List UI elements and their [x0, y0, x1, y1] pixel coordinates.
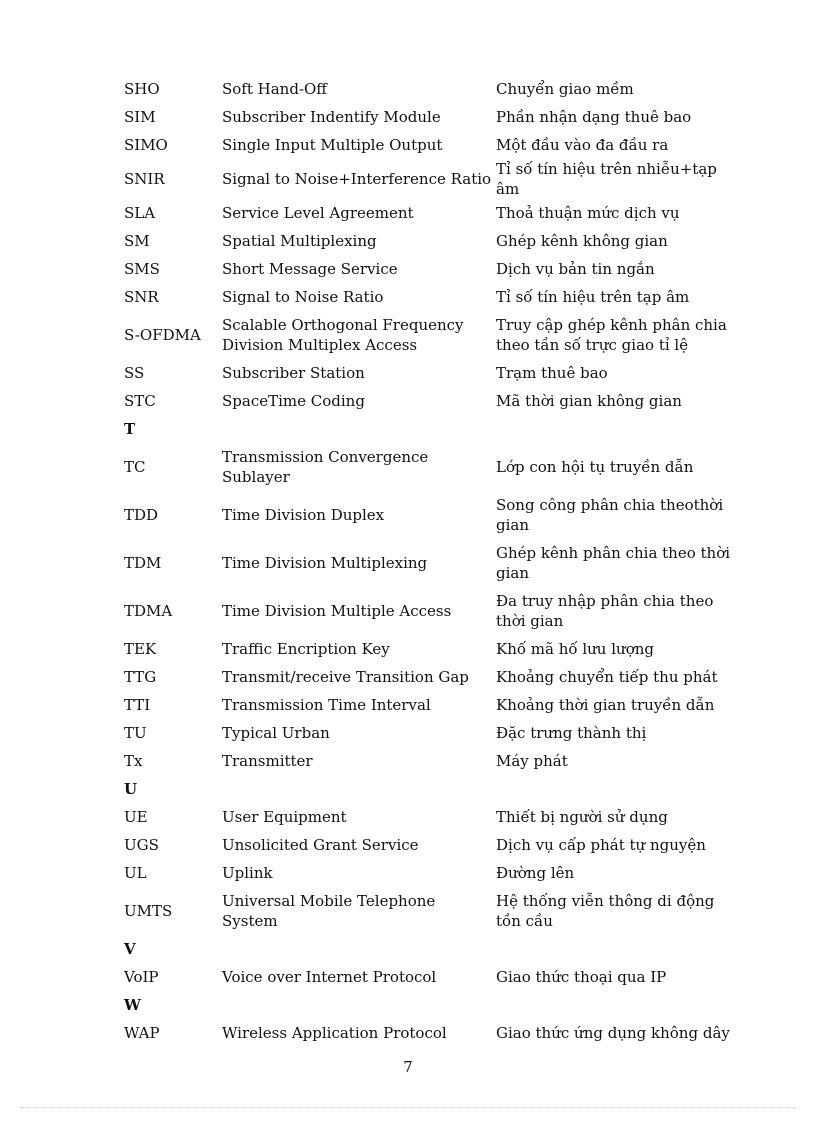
abbreviation: TTI: [124, 696, 151, 714]
glossary-row: [120, 635, 740, 663]
english-term: Soft Hand-Off: [222, 80, 327, 98]
vietnamese-term: Đặc trưng thành thị: [496, 724, 647, 742]
glossary-row: [120, 283, 740, 311]
english-term: Subscriber Station: [222, 364, 365, 382]
vietnamese-term: Truy cập ghép kênh phân chia theo tần số trực giao tỉ lệ: [496, 316, 727, 354]
vietnamese-term: Tỉ số tín hiệu trên nhiễu+tạp âm: [496, 160, 717, 198]
english-term: SpaceTime Coding: [222, 392, 365, 410]
glossary-row: [120, 131, 740, 159]
english-term: Signal to Noise Ratio: [222, 288, 384, 306]
abbreviation: SS: [124, 364, 145, 382]
abbreviation: SIMO: [124, 136, 168, 154]
abbreviation: S-OFDMA: [124, 326, 201, 344]
english-term: Wireless Application Protocol: [222, 1024, 447, 1042]
glossary-row: [120, 859, 740, 887]
abbreviation: TTG: [124, 668, 157, 686]
glossary-row: [120, 663, 740, 691]
abbreviation: UL: [124, 864, 147, 882]
vietnamese-term: Thiết bị người sử dụng: [496, 808, 668, 826]
vietnamese-term: Lớp con hội tụ truyền dẫn: [496, 458, 694, 476]
english-term: Transmitter: [222, 752, 313, 770]
glossary-row: [120, 255, 740, 283]
vietnamese-term: Trạm thuê bao: [496, 364, 608, 382]
glossary-row: [120, 103, 740, 131]
glossary-row: [120, 359, 740, 387]
vietnamese-term: Ghép kênh không gian: [496, 232, 668, 250]
english-term: Unsolicited Grant Service: [222, 836, 419, 854]
english-term: Universal Mobile Telephone System: [222, 892, 436, 930]
abbreviation: UGS: [124, 836, 159, 854]
glossary-row: [120, 887, 740, 935]
english-term: Subscriber Indentify Module: [222, 108, 441, 126]
glossary-row: [120, 443, 740, 491]
glossary-row: [120, 691, 740, 719]
section-letter: W: [124, 996, 141, 1014]
vietnamese-term: Khoảng thời gian truyền dẫn: [496, 696, 715, 714]
english-term: Scalable Orthogonal Frequency Division Multiplex Access: [222, 316, 464, 354]
english-term: Service Level Agreement: [222, 204, 414, 222]
abbreviation: SM: [124, 232, 150, 250]
glossary-row: [120, 539, 740, 587]
english-term: Single Input Multiple Output: [222, 136, 443, 154]
vietnamese-term: Khoảng chuyển tiếp thu phát: [496, 668, 718, 686]
english-term: User Equipment: [222, 808, 347, 826]
section-heading: [120, 935, 740, 963]
abbreviation: Tx: [124, 752, 143, 770]
abbreviation: SHO: [124, 80, 160, 98]
abbreviation: TDD: [124, 506, 159, 524]
glossary-row: [120, 199, 740, 227]
english-term: Typical Urban: [222, 724, 330, 742]
english-term: Time Division Duplex: [222, 506, 385, 524]
english-term: Voice over Internet Protocol: [222, 968, 437, 986]
glossary-row: [120, 719, 740, 747]
vietnamese-term: Dịch vụ cấp phát tự nguyện: [496, 836, 706, 854]
english-term: Transmission Time Interval: [222, 696, 431, 714]
abbreviation: SLA: [124, 204, 156, 222]
abbreviation: VoIP: [124, 968, 159, 986]
vietnamese-term: Mã thời gian không gian: [496, 392, 682, 410]
glossary-row: [120, 747, 740, 775]
abbreviation: SNR: [124, 288, 159, 306]
english-term: Spatial Multiplexing: [222, 232, 377, 250]
english-term: Transmission Convergence Sublayer: [222, 448, 429, 486]
section-letter: T: [124, 420, 136, 438]
glossary-row: [120, 159, 740, 199]
vietnamese-term: Giao thức ứng dụng không dây: [496, 1024, 730, 1042]
english-term: Short Message Service: [222, 260, 398, 278]
section-heading: [120, 775, 740, 803]
abbreviation: SIM: [124, 108, 156, 126]
abbreviation: SNIR: [124, 170, 165, 188]
glossary-row: [120, 587, 740, 635]
english-term: Traffic Encription Key: [222, 640, 390, 658]
page-number: 7: [403, 1058, 413, 1076]
vietnamese-term: Khố mã hố lưu lượng: [496, 640, 654, 658]
glossary-row: [120, 75, 740, 103]
abbreviation: TDM: [124, 554, 162, 572]
english-term: Signal to Noise+Interference Ratio: [222, 170, 492, 188]
abbreviation: UE: [124, 808, 148, 826]
glossary-row: [120, 387, 740, 415]
abbreviation-glossary: [120, 75, 740, 1047]
vietnamese-term: Phần nhận dạng thuê bao: [496, 108, 692, 126]
section-heading: [120, 415, 740, 443]
vietnamese-term: Ghép kênh phân chia theo thời gian: [496, 544, 731, 582]
english-term: Time Division Multiple Access: [222, 602, 452, 620]
vietnamese-term: Song công phân chia theothời gian: [496, 496, 724, 534]
abbreviation: TC: [124, 458, 146, 476]
vietnamese-term: Chuyển giao mềm: [496, 80, 634, 98]
section-letter: U: [124, 780, 138, 798]
vietnamese-term: Máy phát: [496, 752, 568, 770]
glossary-row: [120, 491, 740, 539]
vietnamese-term: Dịch vụ bản tin ngắn: [496, 260, 655, 278]
vietnamese-term: Hệ thống viễn thông di động tồn cầu: [496, 892, 715, 930]
english-term: Time Division Multiplexing: [222, 554, 428, 572]
glossary-row: [120, 831, 740, 859]
abbreviation: STC: [124, 392, 156, 410]
english-term: Transmit/receive Transition Gap: [222, 668, 469, 686]
abbreviation: TU: [124, 724, 147, 742]
glossary-row: [120, 311, 740, 359]
glossary-row: [120, 227, 740, 255]
vietnamese-term: Thoả thuận mức dịch vụ: [496, 204, 680, 222]
vietnamese-term: Đa truy nhập phân chia theo thời gian: [496, 592, 714, 630]
english-term: Uplink: [222, 864, 273, 882]
abbreviation: WAP: [124, 1024, 160, 1042]
abbreviation: UMTS: [124, 902, 173, 920]
abbreviation: TDMA: [124, 602, 173, 620]
section-letter: V: [124, 940, 136, 958]
vietnamese-term: Một đầu vào đa đầu ra: [496, 136, 669, 154]
page-bottom-divider: [20, 1107, 796, 1108]
section-heading: [120, 991, 740, 1019]
vietnamese-term: Giao thức thoại qua IP: [496, 968, 667, 986]
abbreviation: SMS: [124, 260, 160, 278]
vietnamese-term: Đường lên: [496, 864, 575, 882]
glossary-row: [120, 1019, 740, 1047]
glossary-row: [120, 803, 740, 831]
glossary-row: [120, 963, 740, 991]
vietnamese-term: Tỉ số tín hiệu trên tạp âm: [496, 288, 690, 306]
abbreviation: TEK: [124, 640, 157, 658]
